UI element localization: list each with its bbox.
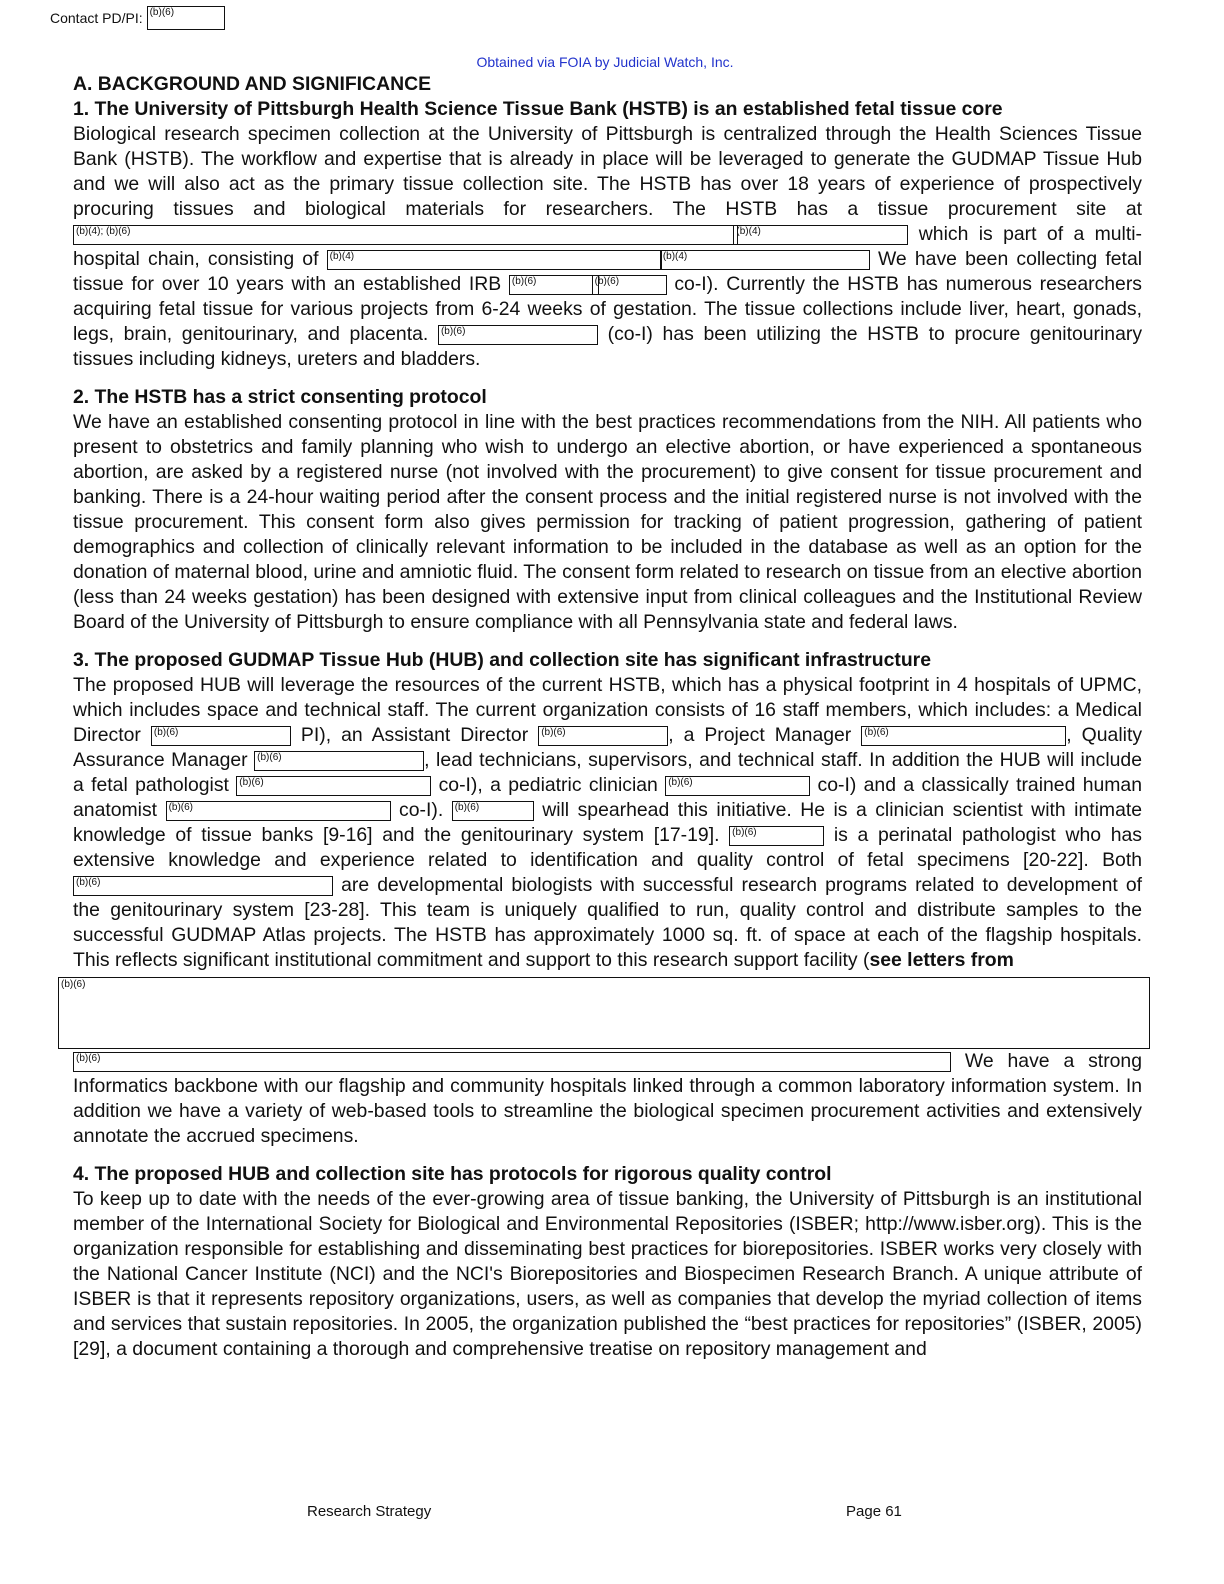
footer-page-number: Page 61 bbox=[846, 1503, 902, 1520]
redaction-box: (b)(6) bbox=[73, 876, 333, 896]
document-body bbox=[61, 72, 1143, 1362]
text: , a Project Manager bbox=[668, 724, 852, 746]
redaction-box: (b)(6) bbox=[452, 801, 534, 821]
redaction-box: (b)(6) bbox=[509, 275, 599, 295]
section-title: A. BACKGROUND AND SIGNIFICANCE bbox=[73, 73, 432, 95]
paragraph-3-continued bbox=[73, 1049, 1142, 1149]
redaction-box: (b)(4) bbox=[660, 250, 870, 270]
bold-text: see letters from bbox=[869, 949, 1014, 971]
text: The proposed HUB will leverage the resources of the current HSTB, which has a physical footprint in 4 hospitals of UPMC, which includes space and technical staff. The current organization consists of 16 staff members, which includes: a Medical Director bbox=[73, 674, 1142, 746]
text: which is part of a multi-hospital chain, consisting of bbox=[73, 223, 1143, 270]
subsection-heading-4: 4. The proposed HUB and collection site has protocols for rigorous quality control bbox=[73, 1163, 832, 1185]
redaction-box: (b)(4); (b)(6) bbox=[73, 225, 738, 245]
text: co-I). Currently the HSTB has numerous researchers acquiring fetal tissue for various projects from 6-24 weeks of gestation. The tissue collections include liver, heart, gonads, legs, brain, genitourinary, and placenta. bbox=[73, 273, 1142, 345]
redaction-box: (b)(6) bbox=[236, 776, 431, 796]
text: We have been collecting fetal tissue for over 10 years with an established IRB bbox=[73, 248, 1143, 295]
text: Biological research specimen collection at the University of Pittsburgh is centralized through the Health Sciences Tissue Bank (HSTB). The workflow and expertise that is already in place will be leveraged to generate the GUDMAP Tissue Hub and we will also act as the primary tissue collection site. The HSTB has over 18 years of experience of prospectively procuring tissues and biological materials for researchers. The HSTB has a tissue procurement site at bbox=[73, 123, 1142, 220]
text: will spearhead this initiative. He is a clinician scientist with intimate knowledge of tissue banks [9-16] and the genitourinary system [17-19]. bbox=[73, 799, 1143, 846]
redaction-box: (b)(6) bbox=[166, 801, 391, 821]
redaction-box: (b)(4) bbox=[733, 225, 908, 245]
paragraph-3 bbox=[73, 673, 1142, 973]
foia-notice: Obtained via FOIA by Judicial Watch, Inc. bbox=[476, 54, 734, 70]
subsection-heading-1: 1. The University of Pittsburgh Health Science Tissue Bank (HSTB) is an established fetal tissue core bbox=[73, 98, 1003, 120]
redaction-box: (b)(6) bbox=[729, 826, 824, 846]
text: (co-I) has been utilizing the HSTB to procure genitourinary tissues including kidneys, ureters and bladders. bbox=[73, 323, 1143, 370]
text: co-I), a pediatric clinician bbox=[438, 774, 658, 796]
text: are developmental biologists with successful research programs related to development of the genitourinary system [23-28]. This team is uniquely qualified to run, quality control and distribute samples to the successful GUDMAP Atlas projects. The HSTB has approximately 1000 sq. ft. of space at each of the flagship hospitals. This reflects significant institutional commitment and support to this research support facility ( bbox=[73, 874, 1142, 971]
redaction-box: (b)(6) bbox=[665, 776, 810, 796]
text: co-I). bbox=[399, 799, 444, 821]
redaction-box: (b)(4) bbox=[327, 250, 662, 270]
text: co-I) and a classically trained human anatomist bbox=[73, 774, 1142, 821]
subsection-heading-2: 2. The HSTB has a strict consenting protocol bbox=[73, 386, 487, 408]
text: , lead technicians, supervisors, and technical staff. In addition the HUB will include a fetal pathologist bbox=[73, 749, 1142, 796]
redaction-box: (b)(6) bbox=[151, 726, 291, 746]
paragraph-2: We have an established consenting protocol in line with the best practices recommendations from the NIH. All patients who present to obstetrics and family planning who wish to undergo an elective abortion, or have experienced a spontaneous abortion, are asked by a registered nurse (not involved with the procurement) to give consent for tissue procurement and banking. There is a 24-hour waiting period after the consent process and the initial registered nurse is not involved with the tissue procurement. This consent form also gives permission for tracking of patient progression, gathering of patient demographics and collection of clinically relevant information to be included in the database as well as an option for the donation of maternal blood, urine and amniotic fluid. The consent form related to research on tissue from an elective abortion (less than 24 weeks gestation) has been designed with extensive input from clinical colleagues and the Institutional Review Board of the University of Pittsburgh to ensure compliance with all Pennsylvania state and federal laws. bbox=[73, 411, 1142, 633]
text: , Quality Assurance Manager bbox=[73, 724, 1143, 771]
redaction-box: (b)(6) bbox=[592, 275, 667, 295]
redaction-box: (b)(6) bbox=[538, 726, 668, 746]
redaction-box-large: (b)(6) bbox=[58, 977, 1150, 1049]
paragraph-4: To keep up to date with the needs of the ever-growing area of tissue banking, the University of Pittsburgh is an institutional member of the International Society for Biological and Environmental Repositories (ISBER; http://www.isber.org). This is the organization responsible for establishing and disseminating best practices for biorepositories. ISBER works very closely with the National Cancer Institute (NCI) and the NCI's Biorepositories and Biospecimen Research Branch. A unique attribute of ISBER is that it represents repository organizations, users, as well as companies that develop the myriad collection of items and services that sustain repositories. In 2005, the organization published the “best practices for repositories” (ISBER, 2005) [29], a document containing a thorough and comprehensive treatise on repository management and bbox=[73, 1188, 1142, 1360]
footer-section-label: Research Strategy bbox=[307, 1503, 432, 1520]
redaction-box: (b)(6) bbox=[73, 1052, 951, 1072]
subsection-heading-3: 3. The proposed GUDMAP Tissue Hub (HUB) and collection site has significant infrastructure bbox=[73, 649, 931, 671]
paragraph-1 bbox=[73, 122, 1142, 372]
text: PI), an Assistant Director bbox=[300, 724, 529, 746]
text: We have a strong Informatics backbone with our flagship and community hospitals linked through a common laboratory information system. In addition we have a variety of web-based tools to streamline the biological specimen procurement activities and extensively annotate the accrued specimens. bbox=[73, 1050, 1143, 1147]
contact-header bbox=[50, 6, 225, 30]
text: is a perinatal pathologist who has extensive knowledge and experience related to identification and quality control of fetal specimens [20-22]. Both bbox=[73, 824, 1142, 871]
redaction-box: (b)(6) bbox=[147, 6, 225, 30]
redaction-box: (b)(6) bbox=[438, 325, 598, 345]
redaction-box: (b)(6) bbox=[254, 751, 424, 771]
contact-label: Contact PD/PI: bbox=[50, 10, 143, 26]
redaction-box: (b)(6) bbox=[861, 726, 1066, 746]
